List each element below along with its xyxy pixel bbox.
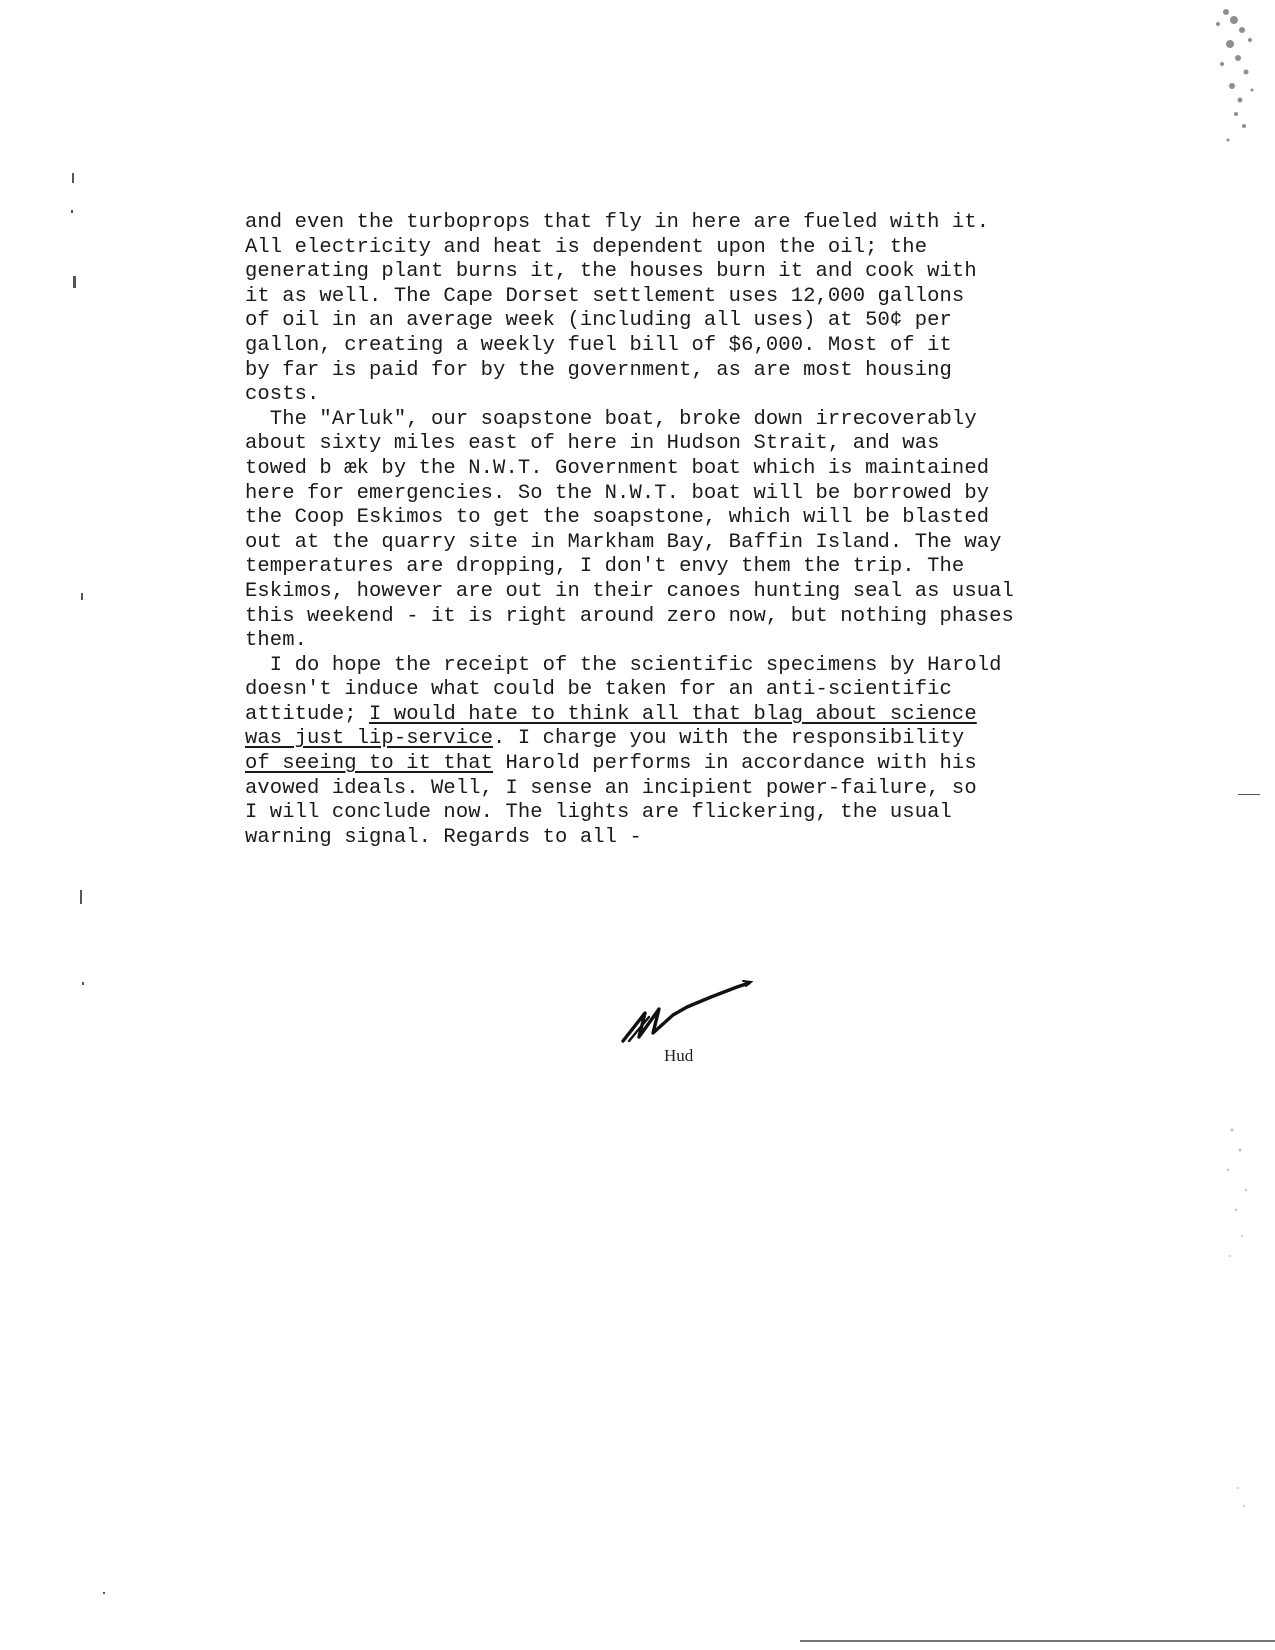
letter-line: temperatures are dropping, I don't envy them the trip. The: [245, 555, 965, 579]
letter-line: All electricity and heat is dependent upon the oil; the: [245, 235, 928, 259]
letter-line: doesn't induce what could be taken for an anti-scientific: [245, 678, 952, 702]
letter-body: [245, 211, 1035, 850]
underlined-phrase: I would hate to think all that blag about science: [369, 702, 977, 726]
letter-line: The "Arluk", our soapstone boat, broke down irrecoverably: [245, 407, 977, 431]
signer-name: Hud: [664, 1046, 694, 1065]
letter-line: by far is paid for by the government, as are most housing: [245, 358, 952, 382]
letter-line: avowed ideals. Well, I sense an incipient power-failure, so: [245, 776, 977, 800]
letter-line: of oil in an average week (including all uses) at 50¢ per: [245, 309, 952, 333]
letter-line: the Coop Eskimos to get the soapstone, which will be blasted: [245, 506, 990, 530]
letter-line: and even the turboprops that fly in here are fueled with it.: [245, 211, 990, 234]
letter-line: here for emergencies. So the N.W.T. boat will be borrowed by: [245, 481, 990, 505]
letter-line: warning signal. Regards to all -: [245, 825, 642, 849]
letter-line: [245, 752, 1035, 777]
letter-line: [245, 703, 1035, 728]
letter-line: generating plant burns it, the houses burn it and cook with: [245, 260, 977, 284]
letter-line: I will conclude now. The lights are flickering, the usual: [245, 801, 952, 825]
line-text: attitude;: [245, 702, 370, 726]
letter-line: Eskimos, however are out in their canoes hunting seal as usual: [245, 579, 1014, 603]
handwritten-signature: [615, 975, 755, 1055]
line-text: Harold performs in accordance with his: [493, 752, 977, 776]
letter-line: costs.: [245, 383, 320, 407]
letter-line: I do hope the receipt of the scientific specimens by Harold: [245, 653, 1002, 677]
underlined-phrase: was just lip-service: [245, 727, 494, 751]
letter-line: towed b æk by the N.W.T. Government boat which is maintained: [245, 456, 990, 480]
letter-line: [245, 727, 1035, 752]
letter-line: it as well. The Cape Dorset settlement uses 12,000 gallons: [245, 284, 965, 308]
letter-line: about sixty miles east of here in Hudson Strait, and was: [245, 432, 940, 456]
line-text: . I charge you with the responsibility: [493, 727, 965, 751]
letter-line: them.: [245, 629, 308, 653]
letter-line: out at the quarry site in Markham Bay, Baffin Island. The way: [245, 530, 1002, 554]
letter-line: this weekend - it is right around zero now, but nothing phases: [245, 604, 1014, 628]
underlined-phrase: of seeing to it that: [245, 752, 494, 776]
letter-line: gallon, creating a weekly fuel bill of $6,000. Most of it: [245, 333, 952, 357]
